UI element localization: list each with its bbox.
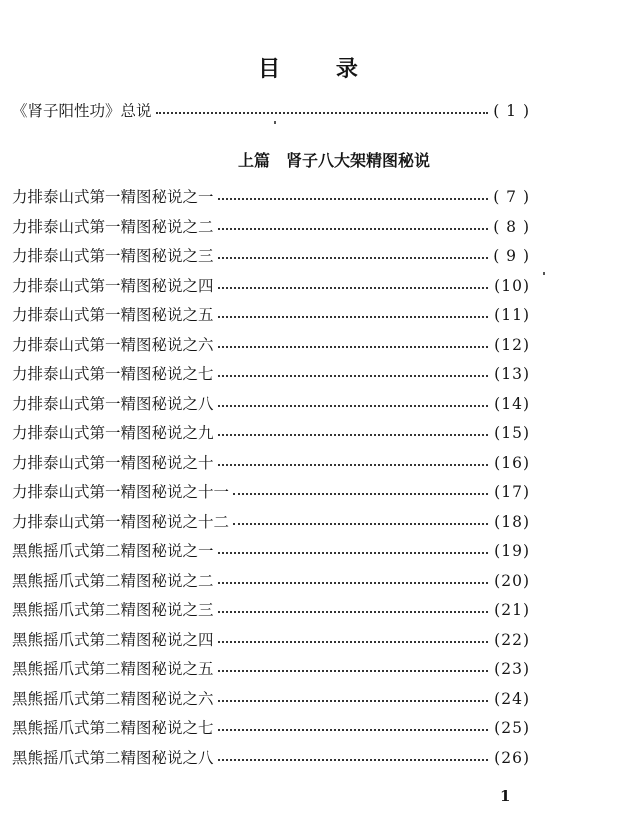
toc-entry [12, 421, 530, 445]
toc-entry-page: ( 7 ) [493, 188, 530, 206]
toc-entry-page: (12) [494, 336, 530, 354]
dot-leader [218, 244, 488, 268]
toc-entry [12, 569, 530, 593]
toc-entry-label: 黑熊摇爪式第二精图秘说之六 [12, 690, 214, 708]
toc-entry [12, 510, 530, 534]
dot-leader [218, 598, 488, 622]
toc-entry-page: (22) [494, 631, 530, 649]
toc-intro-label: 《肾子阳性功》总说 [12, 102, 152, 120]
toc-entry-page: (26) [494, 749, 530, 767]
toc-entry-page: (10) [494, 277, 530, 295]
dot-leader [218, 303, 488, 327]
toc-entry-page: (19) [494, 542, 530, 560]
dot-leader [218, 215, 488, 239]
toc-entry-page: ( 8 ) [493, 218, 530, 236]
toc-entry-label: 黑熊摇爪式第二精图秘说之八 [12, 749, 214, 767]
toc-entry-page: (25) [494, 719, 530, 737]
toc-entry-page: (11) [494, 306, 530, 324]
toc-entry [12, 480, 530, 504]
toc-entry-page: (16) [494, 454, 530, 472]
dot-leader [218, 569, 488, 593]
toc-entry [12, 628, 530, 652]
toc-entry [12, 362, 530, 386]
toc-entry-page: (20) [494, 572, 530, 590]
toc-entry-page: (24) [494, 690, 530, 708]
toc-entry-page: (13) [494, 365, 530, 383]
dot-leader [218, 657, 488, 681]
toc-entry [12, 716, 530, 740]
dot-leader [218, 185, 488, 209]
toc-entry-label: 力排泰山式第一精图秘说之九 [12, 424, 214, 442]
toc-entry-label: 力排泰山式第一精图秘说之七 [12, 365, 214, 383]
toc-entry-page: (23) [494, 660, 530, 678]
dot-leader [218, 274, 488, 298]
toc-entry-label: 力排泰山式第一精图秘说之十 [12, 454, 214, 472]
toc-entry [12, 303, 530, 327]
page-number: 1 [500, 787, 511, 805]
toc-entry [12, 451, 530, 475]
dot-leader [218, 716, 488, 740]
toc-entry-label: 力排泰山式第一精图秘说之十一 [12, 483, 230, 501]
toc-entry-label: 力排泰山式第一精图秘说之四 [12, 277, 214, 295]
toc-entry [12, 215, 530, 239]
toc-entry-label: 力排泰山式第一精图秘说之八 [12, 395, 214, 413]
toc-entry-label: 黑熊摇爪式第二精图秘说之七 [12, 719, 214, 737]
dot-leader [218, 451, 488, 475]
toc-entry-page: (18) [494, 513, 530, 531]
toc-intro-row [12, 99, 530, 123]
toc-entry-label: 黑熊摇爪式第二精图秘说之二 [12, 572, 214, 590]
dot-leader [233, 510, 488, 534]
toc-intro-page: ( 1 ) [493, 102, 530, 120]
dot-leader [218, 392, 488, 416]
dot-leader [218, 362, 488, 386]
toc-entry-page: ( 9 ) [493, 247, 530, 265]
toc-entry-label: 力排泰山式第一精图秘说之二 [12, 218, 214, 236]
dot-leader [218, 628, 488, 652]
dot-leader [218, 687, 488, 711]
toc-entry-page: (14) [494, 395, 530, 413]
section-heading: 上篇 肾子八大架精图秘说 [237, 151, 430, 170]
scan-speck [274, 121, 276, 124]
dot-leader [233, 480, 488, 504]
toc-entry [12, 598, 530, 622]
toc-entry [12, 746, 530, 770]
toc-entry [12, 539, 530, 563]
toc-entry-page: (21) [494, 601, 530, 619]
toc-entry-label: 力排泰山式第一精图秘说之十二 [12, 513, 230, 531]
toc-entry [12, 687, 530, 711]
scan-speck [543, 272, 545, 275]
toc-entry-label: 黑熊摇爪式第二精图秘说之一 [12, 542, 214, 560]
dot-leader [218, 539, 488, 563]
page-title: 目 录 [258, 57, 382, 82]
dot-leader [156, 99, 488, 123]
toc-entry-label: 力排泰山式第一精图秘说之六 [12, 336, 214, 354]
toc-entry-label: 黑熊摇爪式第二精图秘说之四 [12, 631, 214, 649]
toc-entry-label: 力排泰山式第一精图秘说之三 [12, 247, 214, 265]
dot-leader [218, 746, 488, 770]
toc-entry-label: 力排泰山式第一精图秘说之五 [12, 306, 214, 324]
dot-leader [218, 333, 488, 357]
toc-entry [12, 392, 530, 416]
toc-entry [12, 657, 530, 681]
dot-leader [218, 421, 488, 445]
toc-entry [12, 274, 530, 298]
toc-entry-page: (17) [494, 483, 530, 501]
toc-entry-page: (15) [494, 424, 530, 442]
toc-entry [12, 185, 530, 209]
toc-entry [12, 244, 530, 268]
toc-entry-label: 黑熊摇爪式第二精图秘说之三 [12, 601, 214, 619]
toc-entry [12, 333, 530, 357]
toc-entry-label: 黑熊摇爪式第二精图秘说之五 [12, 660, 214, 678]
toc-entry-label: 力排泰山式第一精图秘说之一 [12, 188, 214, 206]
